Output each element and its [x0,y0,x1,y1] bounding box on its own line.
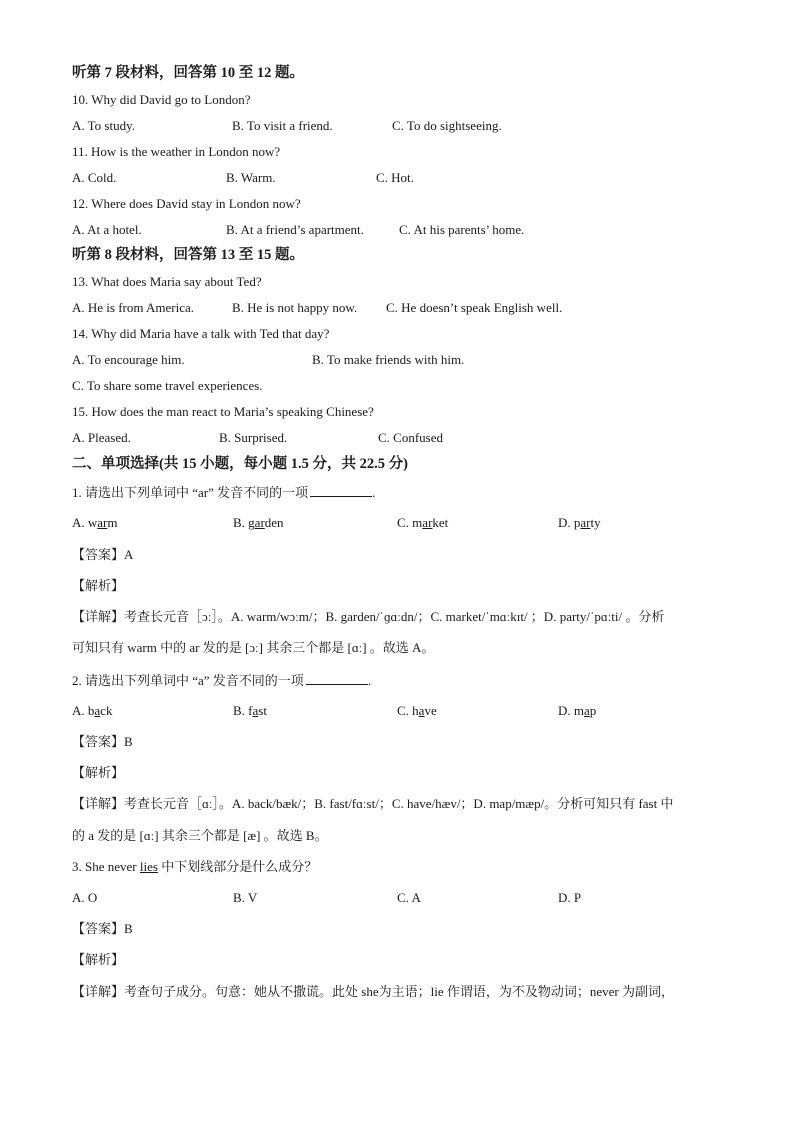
q12-option-b: B. At a friend’s apartment. [226,222,364,237]
q2-detail-line-2: 的 a 发的是 [ɑː] 其余三个都是 [æ] 。故选 B。 [72,828,328,843]
mc-question-3: 3. She never lies 中下划线部分是什么成分？ [72,859,318,874]
section-7-heading: 听第 7 段材料，回答第 10 至 12 题。 [72,65,304,81]
mc-question-2: 2. 请选出下列单词中 “a” 发音不同的一项 . [72,673,372,688]
mc-question-1: 1. 请选出下列单词中 “ar” 发音不同的一项 . [72,485,376,500]
q2-analysis-label: 【解析】 [72,765,125,780]
q2-option-d: D. map [558,703,597,718]
q12-option-c: C. At his parents’ home. [399,222,525,237]
question-11: 11. How is the weather in London now? [72,144,281,159]
q10-option-b: B. To visit a friend. [232,118,333,133]
answer-blank [310,483,372,497]
mc-question-2-stem: 2. 请选出下列单词中 “a” 发音不同的一项 [72,673,304,688]
q1-option-c: C. market [397,515,449,530]
q2-option-b: B. fast [233,703,267,718]
q13-option-a: A. He is from America. [72,300,195,315]
section-8-heading: 听第 8 段材料，回答第 13 至 15 题。 [72,247,304,263]
question-14: 14. Why did Maria have a talk with Ted that day? [72,326,330,341]
q3-analysis-label: 【解析】 [72,952,125,967]
q11-option-b: B. Warm. [226,170,276,185]
q13-option-c: C. He doesn’t speak English well. [386,300,563,315]
q15-option-c: C. Confused [378,430,443,445]
q15-option-b: B. Surprised. [219,430,288,445]
q2-detail-line-1: 【详解】考查长元音［ɑː］。A. back/bæk/；B. fast/fɑːst/；C. have/hæv/；D. map/mæp/。分析可知只有 fast 中 [72,796,674,811]
q3-option-a: A. O [72,890,98,905]
q1-option-b: B. garden [233,515,284,530]
q1-option-d: D. party [558,515,601,530]
q15-option-a: A. Pleased. [72,430,131,445]
question-10: 10. Why did David go to London? [72,92,251,107]
q1-answer: 【答案】A [72,547,134,562]
q1-detail-line-2: 可知只有 warm 中的 ar 发的是 [ɔː] 其余三个都是 [ɑː] 。故选 A。 [72,640,435,655]
q3-answer: 【答案】B [72,921,133,936]
q2-answer: 【答案】B [72,734,133,749]
q14-option-b: B. To make friends with him. [312,352,465,367]
q11-option-a: A. Cold. [72,170,117,185]
q3-option-b: B. V [233,890,258,905]
q1-analysis-label: 【解析】 [72,578,125,593]
q3-detail-line-1: 【详解】考查句子成分。句意：她从不撒谎。此处 she为主语；lie 作谓语，为不及物动词；never 为副词， [72,984,674,999]
q13-option-b: B. He is not happy now. [232,300,358,315]
question-12: 12. Where does David stay in London now? [72,196,301,211]
q1-detail-line-1: 【详解】考查长元音［ɔː］。A. warm/wɔːm/；B. garden/ˈɡɑːdn/；C. market/ˈmɑːkɪt/ ；D. party/ˈpɑːti/ 。分析 [72,609,665,624]
question-15: 15. How does the man react to Maria’s speaking Chinese? [72,404,374,419]
answer-blank [306,671,368,685]
part-2-heading: 二、单项选择(共 15 小题，每小题 1.5 分，共 22.5 分) [72,456,408,472]
q14-option-a: A. To encourage him. [72,352,185,367]
q2-option-a: A. back [72,703,113,718]
q14-option-c: C. To share some travel experiences. [72,378,263,393]
q12-option-a: A. At a hotel. [72,222,142,237]
mc-question-1-stem: 1. 请选出下列单词中 “ar” 发音不同的一项 [72,485,309,500]
q1-option-a: A. warm [72,515,118,530]
q10-option-a: A. To study. [72,118,136,133]
q3-option-d: D. P [558,890,582,905]
q3-option-c: C. A [397,890,421,905]
question-13: 13. What does Maria say about Ted? [72,274,262,289]
q10-option-c: C. To do sightseeing. [392,118,502,133]
q11-option-c: C. Hot. [376,170,414,185]
q2-option-c: C. have [397,703,437,718]
